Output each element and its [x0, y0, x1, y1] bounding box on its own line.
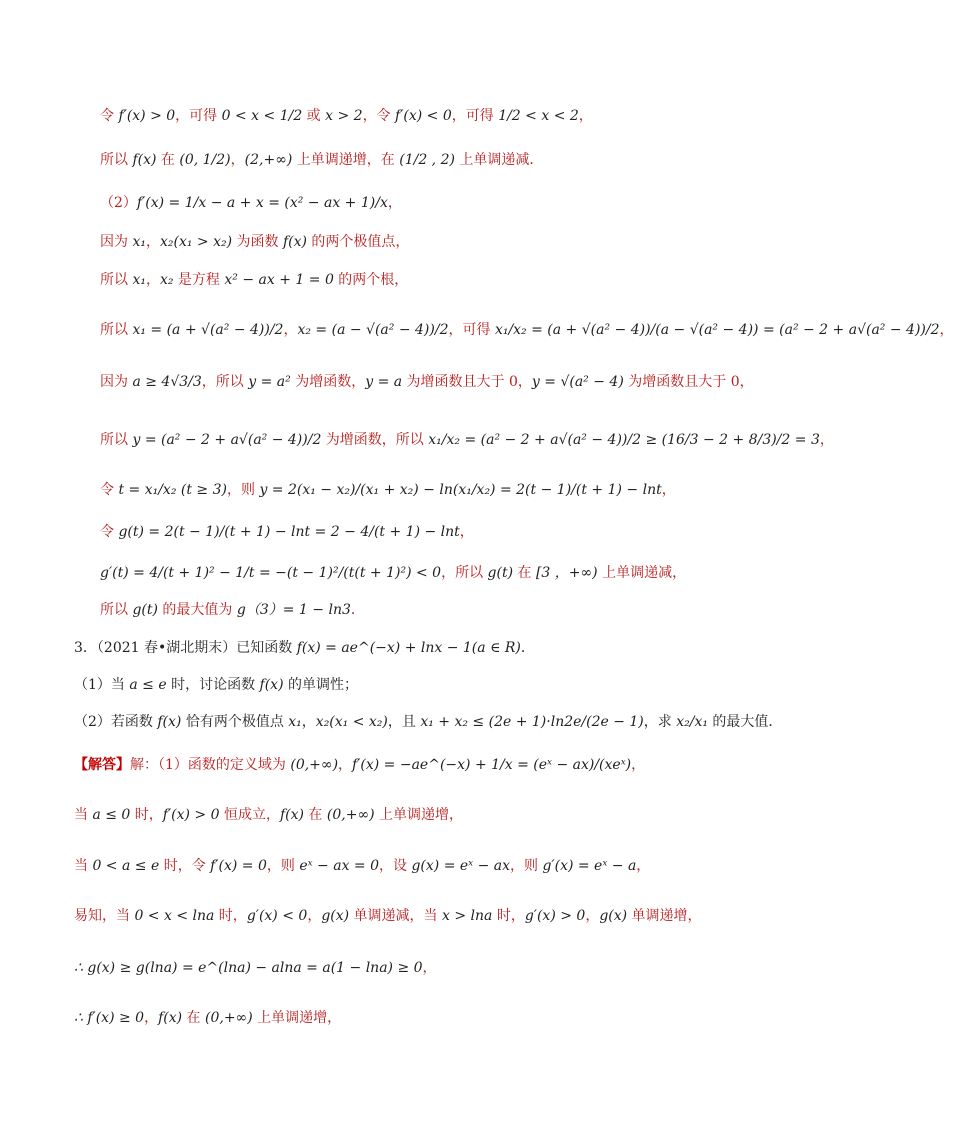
math-expression: 0 < a ≤ e: [92, 858, 160, 874]
math-expression: x₁/x₂ = (a² − 2 + a√(a² − 4))/2 ≥ (16/3 − 2 + 8/3)/2 = 3: [428, 432, 820, 448]
math-expression: a ≥ 4√3/3: [132, 374, 202, 390]
math-expression: a ≤ e: [129, 677, 167, 693]
text-segment: 上单调递增，: [252, 1010, 342, 1026]
math-expression: f(x): [158, 1010, 183, 1026]
text-segment: （2）若函数: [74, 714, 158, 730]
solution-line-12: [100, 600, 365, 620]
text-segment: 为增函数且大于 0，: [402, 374, 532, 390]
answer-line-2: [74, 805, 463, 825]
math-expression: t = x₁/x₂ (t ≥ 3): [118, 482, 227, 498]
text-segment: ，: [578, 108, 593, 124]
text-segment: ．: [520, 640, 535, 656]
math-expression: g(x): [321, 908, 350, 924]
text-segment: ，则: [226, 482, 260, 498]
solution-line-9: [100, 480, 676, 500]
text-segment: 解：（1）函数的定义域为: [130, 757, 291, 773]
text-segment: 单调递减，当: [349, 908, 442, 924]
text-segment: 的最大值为: [157, 602, 237, 618]
text-segment: 所以: [100, 272, 133, 288]
answer-line-1: [74, 755, 645, 775]
text-segment: 的单调性；: [283, 677, 358, 693]
text-segment: ，: [283, 322, 298, 338]
text-segment: ．: [350, 602, 365, 618]
math-expression: f(x): [279, 807, 304, 823]
text-segment: ，可得: [175, 108, 222, 124]
math-expression: y = a²: [248, 374, 291, 390]
text-segment: ，: [819, 432, 834, 448]
text-segment: ，可得: [448, 322, 495, 338]
text-segment: ，: [338, 757, 353, 773]
text-segment: 的最大值．: [707, 714, 783, 730]
text-segment: 3．（2021 春•湖北期末）已知函数: [74, 640, 297, 656]
text-segment: 令: [100, 482, 119, 498]
text-segment: 单调递增，: [627, 908, 702, 924]
math-expression: x₂: [159, 272, 174, 288]
math-expression: eˣ − ax = 0: [299, 858, 380, 874]
math-expression: (0,+∞): [326, 807, 375, 823]
math-expression: f′(x) = −ae^(−x) + 1/x = (eˣ − ax)/(xeˣ): [352, 757, 632, 773]
solution-line-6: [100, 320, 954, 340]
math-expression: (2,+∞): [244, 152, 293, 168]
text-segment: ，: [301, 714, 316, 730]
math-expression: 0 < x < lna: [134, 908, 215, 924]
text-segment: ，且: [387, 714, 421, 730]
math-expression: f(x): [259, 677, 284, 693]
text-segment: ，可得: [451, 108, 499, 124]
text-segment: 为函数: [232, 234, 283, 250]
math-expression: g′(t) = 4/(t + 1)² − 1/t = −(t − 1)²/(t(t + 1)²) < 0: [100, 565, 442, 581]
text-segment: ，: [230, 152, 245, 168]
math-expression: y = 2(x₁ − x₂)/(x₁ + x₂) − ln(x₁/x₂) = 2(t − 1)/(t + 1) − lnt: [259, 482, 662, 498]
math-expression: (0,+∞): [205, 1010, 253, 1026]
text-segment: ，: [145, 234, 160, 250]
text-segment: ，: [422, 960, 437, 976]
text-segment: 所以: [100, 152, 133, 168]
solution-line-7: [100, 372, 754, 392]
text-segment: 恰有两个极值点: [181, 714, 289, 730]
text-segment: 为增函数且大于 0，: [623, 374, 754, 390]
text-segment: ，则: [266, 858, 300, 874]
text-segment: ，: [631, 757, 646, 773]
text-segment: ，所以: [201, 374, 249, 390]
text-segment: 上单调递减．: [454, 152, 544, 168]
math-expression: x₂(x₁ < x₂): [315, 714, 388, 730]
math-expression: x² − ax + 1 = 0: [224, 272, 334, 288]
text-segment: 时，: [214, 908, 247, 924]
math-expression: f′(x) < 0: [395, 108, 452, 124]
text-segment: 在: [513, 565, 536, 581]
math-expression: f′(x) = 0: [210, 858, 267, 874]
text-segment: 当: [74, 807, 93, 823]
solution-line-8: [100, 430, 834, 450]
math-expression: g′(x) < 0: [246, 908, 308, 924]
math-expression: y = √(a² − 4): [531, 374, 624, 390]
text-segment: ，则: [510, 858, 543, 874]
text-segment: （2）: [100, 195, 137, 211]
math-expression: f′(x) > 0: [162, 807, 220, 823]
math-expression: g(x): [599, 908, 628, 924]
text-segment: 或: [306, 108, 321, 124]
answer-line-5: [74, 958, 437, 978]
text-segment: 在: [303, 807, 327, 823]
text-segment: 当: [74, 858, 93, 874]
math-expression: y = (a² − 2 + a√(a² − 4))/2: [132, 432, 322, 448]
math-expression: x₂/x₁: [676, 714, 708, 730]
solution-line-11: [100, 563, 686, 583]
solution-line-3: [100, 193, 402, 213]
math-expression: f′(x) = 1/x − a + x = (x² − ax + 1)/x: [136, 195, 388, 211]
text-segment: 令: [100, 524, 119, 540]
math-expression: g(x) = eˣ − ax: [411, 858, 511, 874]
math-expression: x₂(x₁ > x₂): [159, 234, 233, 250]
text-segment: ，: [144, 1010, 159, 1026]
text-segment: 上单调递减，: [597, 565, 687, 581]
math-expression: x₂ = (a − √(a² − 4))/2: [297, 322, 449, 338]
text-segment: 上单调递增，: [374, 807, 464, 823]
math-expression: [3 ，+∞): [535, 565, 598, 581]
text-segment: ，令: [362, 108, 396, 124]
math-expression: ∴ g(x) ≥ g(lna) = e^(lna) − alna = a(1 − lna) ≥ 0: [74, 960, 423, 976]
math-expression: g′(x) > 0: [524, 908, 586, 924]
math-expression: f(x) = ae^(−x) + lnx − 1(a ∈ R): [296, 640, 521, 656]
solution-line-10: [100, 522, 474, 542]
text-segment: ，: [939, 322, 954, 338]
math-expression: x₁: [132, 272, 146, 288]
text-segment: ，: [585, 908, 600, 924]
math-expression: g(t) = 2(t − 1)/(t + 1) − lnt = 2 − 4/(t + 1) − lnt: [118, 524, 460, 540]
text-segment: 时，: [492, 908, 525, 924]
text-segment: 的两个极值点，: [306, 234, 410, 250]
solution-line-4: [100, 232, 409, 252]
text-segment: ，: [459, 524, 474, 540]
text-segment: 因为: [100, 374, 133, 390]
text-segment: 为增函数，: [290, 374, 366, 390]
text-segment: 易知，当: [74, 908, 135, 924]
solution-line-2: [100, 150, 543, 170]
math-expression: x > 2: [320, 108, 363, 124]
text-segment: 因为: [100, 234, 133, 250]
math-expression: g′(x) = eˣ − a: [542, 858, 637, 874]
text-segment: 时，讨论函数: [166, 677, 260, 693]
text-segment: ，求: [643, 714, 677, 730]
text-segment: 时，: [130, 807, 163, 823]
text-segment: （1）当: [74, 677, 130, 693]
text-segment: 所以: [100, 432, 133, 448]
text-segment: ，所以: [441, 565, 488, 581]
math-expression: f(x): [132, 152, 157, 168]
math-expression: x₁: [132, 234, 146, 250]
solution-line-1: [100, 106, 593, 126]
text-segment: ，: [636, 858, 651, 874]
answer-line-6: [74, 1008, 341, 1028]
math-expression: (0,+∞): [290, 757, 339, 773]
text-segment: 为增函数，所以: [321, 432, 429, 448]
math-expression: f(x): [282, 234, 307, 250]
answer-line-4: [74, 906, 702, 926]
text-segment: 所以: [100, 602, 133, 618]
math-expression: ∴ f′(x) ≥ 0: [74, 1010, 145, 1026]
math-expression: x₁ = (a + √(a² − 4))/2: [132, 322, 284, 338]
math-expression: x₁/x₂ = (a + √(a² − 4))/(a − √(a² − 4)) = (a² − 2 + a√(a² − 4))/2: [494, 322, 940, 338]
solution-line-5: [100, 270, 408, 290]
math-expression: f(x): [157, 714, 182, 730]
math-expression: f′(x) > 0: [118, 108, 176, 124]
math-expression: 1/2 < x < 2: [498, 108, 579, 124]
text-segment: 在: [182, 1010, 205, 1026]
text-segment: 的两个根，: [333, 272, 409, 288]
text-segment: 所以: [100, 322, 133, 338]
problem-3-part-2: [74, 712, 782, 732]
text-segment: 是方程: [173, 272, 225, 288]
text-segment: 在: [156, 152, 180, 168]
math-expression: g（3）= 1 − ln3: [236, 602, 351, 618]
text-segment: ，: [307, 908, 322, 924]
math-expression: g(t): [487, 565, 514, 581]
math-expression: y = a: [365, 374, 403, 390]
problem-3-part-1: [74, 675, 358, 695]
text-segment: 恒成立，: [219, 807, 280, 823]
math-expression: x₁ + x₂ ≤ (2e + 1)·ln2e/(2e − 1): [420, 714, 644, 730]
math-expression: 0 < x < 1/2: [221, 108, 307, 124]
text-segment: ，: [661, 482, 676, 498]
math-expression: (1/2 , 2): [399, 152, 455, 168]
answer-line-3: [74, 856, 650, 876]
text-segment: 上单调递增，在: [292, 152, 400, 168]
text-segment: ，: [145, 272, 160, 288]
text-segment: 时，令: [159, 858, 211, 874]
math-expression: x > lna: [442, 908, 493, 924]
text-segment: ，: [387, 195, 402, 211]
problem-3-statement: [74, 638, 535, 658]
text-segment: ，设: [379, 858, 412, 874]
math-expression: (0, 1/2): [179, 152, 231, 168]
math-expression: a ≤ 0: [92, 807, 131, 823]
math-expression: g(t): [132, 602, 158, 618]
math-expression: x₁: [288, 714, 302, 730]
text-segment: 令: [100, 108, 119, 124]
answer-tag: 【解答】: [74, 757, 130, 773]
